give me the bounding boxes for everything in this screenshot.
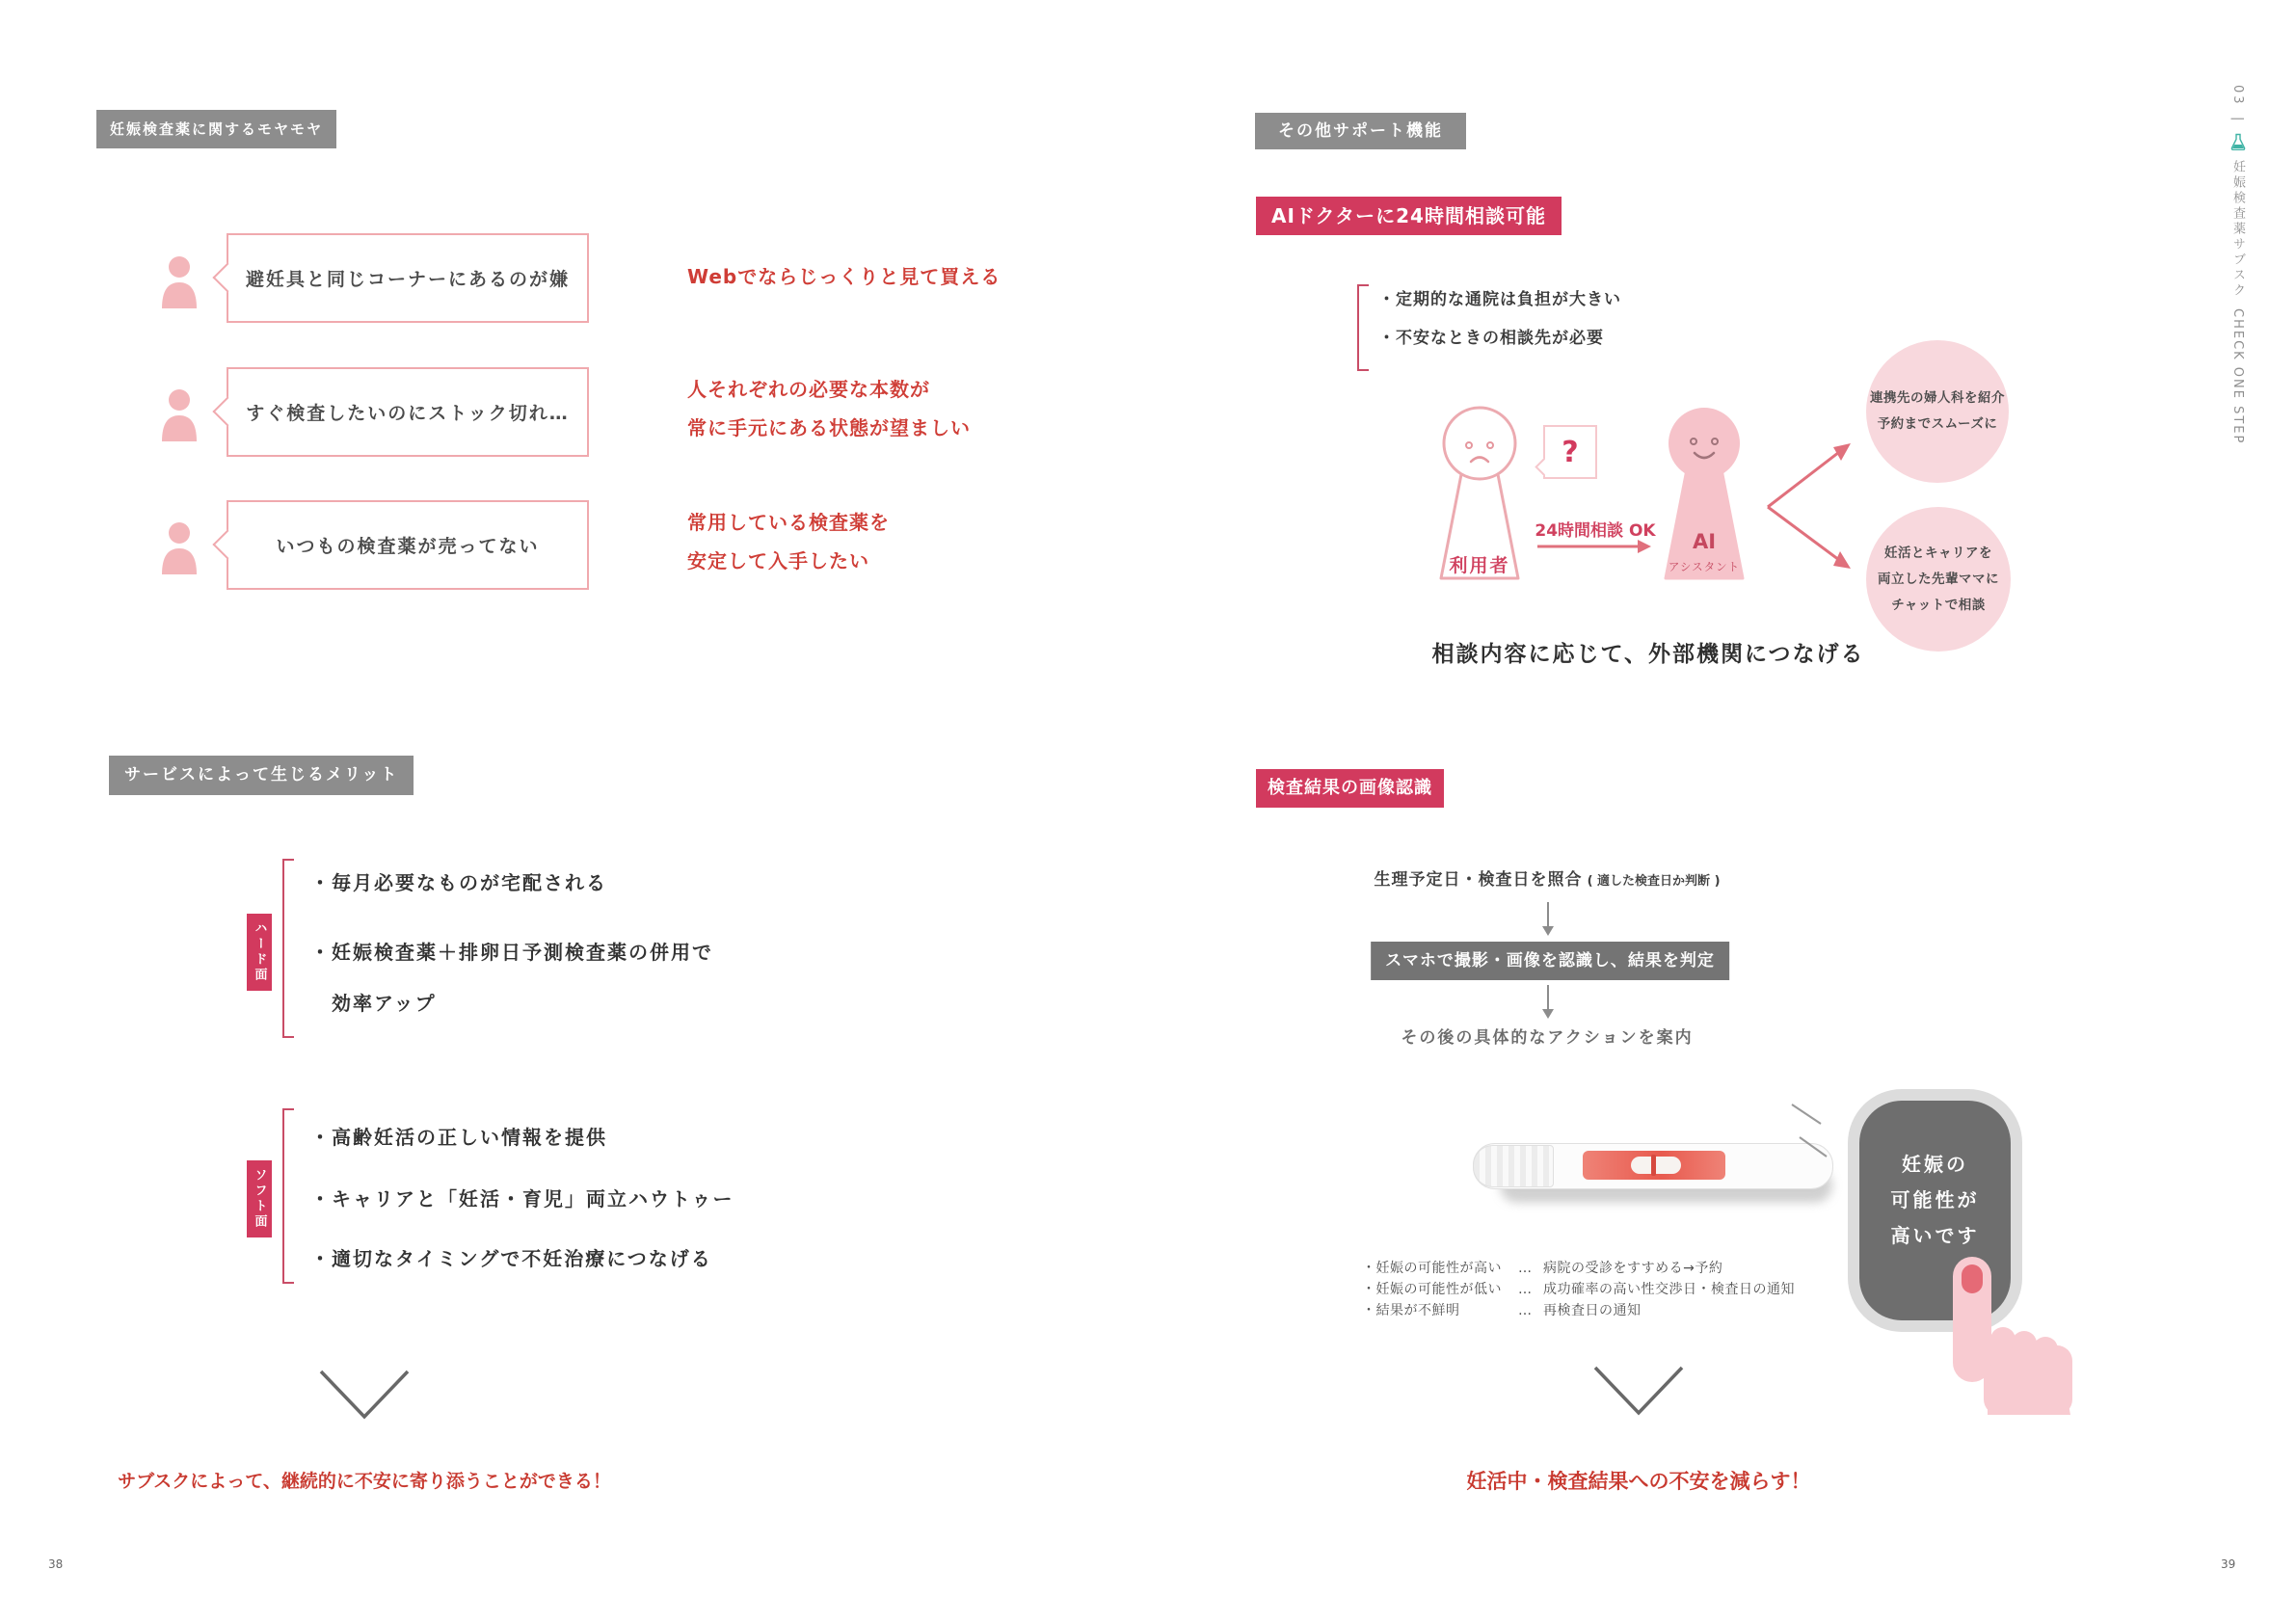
bubble-note-3	[687, 503, 890, 580]
flask-icon	[2230, 133, 2246, 150]
circle-line: 連携先の婦人科を紹介	[1870, 390, 2005, 406]
rule-label: ・結果が不鮮明	[1362, 1303, 1460, 1318]
speech-bubble-text: すぐ検査したいのにストック切れ…	[246, 403, 570, 424]
rule-desc: 再検査日の通知	[1543, 1303, 1642, 1318]
speech-bubble-text: いつもの検査薬が売ってない	[276, 536, 540, 557]
note-line: 人それぞれの必要な本数が	[687, 378, 930, 401]
sparkle-lines-icon	[1788, 1099, 1836, 1161]
referral-circle	[1866, 340, 2009, 483]
phone-result-line: 高いです	[1890, 1224, 1980, 1247]
circle-line: 予約までスムーズに	[1877, 416, 1998, 432]
test-stick-cap	[1473, 1145, 1554, 1187]
person-icon	[157, 522, 201, 574]
right-conclusion: 妊活中・検査結果への不安を減らす！	[1466, 1470, 1811, 1493]
bubble-note-2	[687, 370, 971, 447]
test-stick-window-oval	[1631, 1157, 1681, 1174]
person-icon	[157, 389, 201, 441]
section-label-support: その他サポート機能	[1255, 113, 1466, 149]
page-number-right: 39	[2221, 1557, 2236, 1571]
bracket-hard	[282, 859, 294, 1038]
speech-bubble-3	[227, 500, 589, 590]
split-arrows-icon	[1762, 434, 1862, 578]
merit-group-label-soft: ソフト面	[247, 1160, 272, 1237]
speech-bubble-1	[227, 233, 589, 323]
phone-result-line: 妊娠の	[1902, 1153, 1968, 1176]
section-label-merits: サービスによって生じるメリット	[109, 756, 414, 795]
chapter-side-tab	[2229, 85, 2247, 444]
note-line: Webでならじっくりと見て買える	[687, 265, 1001, 288]
speech-bubble-2	[227, 367, 589, 457]
note-line: 常用している検査薬を	[687, 511, 890, 534]
rule-separator: …	[1518, 1303, 1533, 1318]
flow-step-3: その後の具体的なアクションを案内	[1401, 1028, 1694, 1048]
phone-result-line: 可能性が	[1890, 1188, 1980, 1211]
person-icon	[157, 256, 201, 308]
question-bubble	[1543, 425, 1597, 479]
ai-sublabel: アシスタント	[1668, 560, 1741, 573]
circle-line: チャットで相談	[1891, 597, 1986, 613]
ai-bullet: ・不安なときの相談先が必要	[1378, 329, 1604, 348]
rule-separator: …	[1518, 1261, 1533, 1276]
arrow-down-icon	[1540, 985, 1556, 1020]
note-line: 安定して入手したい	[687, 549, 869, 572]
merit-item: ・毎月必要なものが宅配される	[310, 871, 607, 894]
user-label: 利用者	[1449, 555, 1510, 576]
rule-separator: …	[1518, 1282, 1533, 1297]
rule-desc: 成功確率の高い性交渉日・検査日の通知	[1543, 1282, 1795, 1297]
result-rule-row	[1362, 1300, 1795, 1321]
chapter-title-jp: 妊娠検査薬サブスク	[2230, 159, 2245, 299]
result-rule-list	[1362, 1258, 1795, 1321]
chevron-down-icon	[1592, 1365, 1685, 1419]
result-rule-row	[1362, 1258, 1795, 1279]
flow-step-1-main: 生理予定日・検査日を照合	[1374, 870, 1583, 890]
ai-label: AI	[1692, 530, 1717, 553]
page-number-left: 38	[48, 1557, 64, 1571]
flow-step-1-paren: ( 適した検査日か判断 )	[1587, 874, 1721, 889]
merit-item: ・適切なタイミングで不妊治療につなげる	[310, 1247, 712, 1270]
flow-step-1	[1374, 865, 1720, 890]
bracket-ai-bullets	[1357, 284, 1369, 371]
heading-image-recognition: 検査結果の画像認識	[1256, 769, 1444, 808]
note-line: 常に手元にある状態が望ましい	[687, 416, 971, 439]
circle-line: 妊活とキャリアを	[1884, 545, 1992, 561]
pointing-hand-icon	[1939, 1251, 2084, 1415]
test-stick-result-line	[1651, 1155, 1656, 1176]
bracket-soft	[282, 1108, 294, 1284]
merit-item: ・高齢妊活の正しい情報を提供	[310, 1126, 607, 1149]
result-rule-row	[1362, 1279, 1795, 1300]
ai-bullet: ・定期的な通院は負担が大きい	[1378, 290, 1621, 309]
rule-label: ・妊娠の可能性が高い	[1362, 1261, 1502, 1276]
arrow-label-24h: 24時間相談 OK	[1535, 521, 1656, 541]
speech-bubble-text: 避妊具と同じコーナーにあるのが嫌	[245, 269, 570, 290]
left-conclusion: サブスクによって、継続的に不安に寄り添うことができる！	[118, 1471, 611, 1492]
diagram-caption: 相談内容に応じて、外部機関につなげる	[1431, 642, 1865, 667]
arrow-right-icon	[1535, 538, 1653, 555]
chapter-title-en: CHECK ONE STEP	[2230, 307, 2245, 445]
chat-circle	[1866, 507, 2011, 652]
chapter-divider: |	[2230, 116, 2245, 123]
heading-ai-doctor: AIドクターに24時間相談可能	[1256, 197, 1562, 235]
merit-item: ・キャリアと「妊活・育児」両立ハウトゥー	[310, 1187, 734, 1211]
chevron-down-icon	[318, 1369, 411, 1423]
merit-item: 効率アップ	[310, 992, 437, 1015]
rule-desc: 病院の受診をすすめる→予約	[1543, 1261, 1723, 1276]
question-mark: ?	[1562, 435, 1579, 469]
circle-line: 両立した先輩ママに	[1878, 571, 1999, 587]
section-label-concerns: 妊娠検査薬に関するモヤモヤ	[96, 110, 336, 148]
rule-label: ・妊娠の可能性が低い	[1362, 1282, 1502, 1297]
arrow-down-icon	[1540, 902, 1556, 937]
flow-step-2-wrap	[1371, 942, 1729, 980]
flow-step-2: スマホで撮影・画像を認識し、結果を判定	[1371, 942, 1729, 980]
bubble-note-1	[687, 257, 1001, 296]
ai-bullet-list	[1378, 280, 1621, 358]
merit-item: ・妊娠検査薬＋排卵日予測検査薬の併用で	[310, 941, 713, 964]
chapter-number: 03	[2230, 85, 2245, 107]
merit-group-label-hard: ハード面	[247, 914, 272, 991]
